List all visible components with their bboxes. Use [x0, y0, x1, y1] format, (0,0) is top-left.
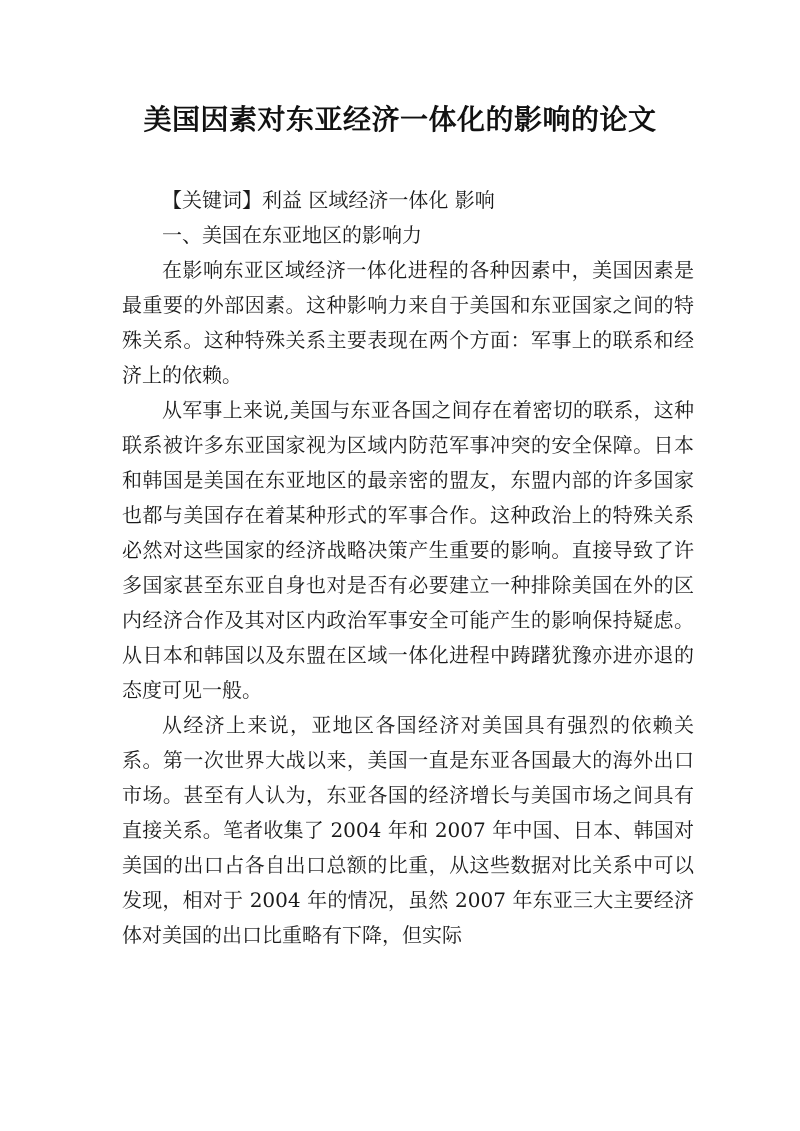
document-body — [122, 183, 694, 953]
document-title: 美国因素对东亚经济一体化的影响的论文 — [143, 103, 657, 136]
paragraph-2: 从军事上来说,美国与东亚各国之间存在着密切的联系，这种联系被许多东亚国家视为区域内防范军事冲突的安全保障。日本和韩国是美国在东亚地区的最亲密的盟友，东盟内部的许多国家也都与美国存在着某种形式的军事合作。这种政治上的特殊关系必然对这些国家的经济战略决策产生重要的影响。直接导致了许多国家甚至东亚自身也对是否有必要建立一种排除美国在外的区内经济合作及其对区内政治军事安全可能产生的影响保持疑虑。从日本和韩国以及东盟在区域一体化进程中踌躇犹豫亦进亦退的态度可见一般。 — [122, 398, 694, 702]
keywords-line: 【关键词】利益 区域经济一体化 影响 — [162, 188, 495, 212]
section-heading: 一、美国在东亚地区的影响力 — [162, 223, 422, 247]
paragraph-1: 在影响东亚区域经济一体化进程的各种因素中，美国因素是最重要的外部因素。这种影响力来自于美国和东亚国家之间的特殊关系。这种特殊关系主要表现在两个方面：军事上的联系和经济上的依赖。 — [122, 258, 694, 387]
paragraph-3: 从经济上来说，亚地区各国经济对美国具有强烈的依赖关系。第一次世界大战以来，美国一直是东亚各国最大的海外出口市场。甚至有人认为，东亚各国的经济增长与美国市场之间具有直接关系。笔者收集了 2004 年和 2007 年中国、日本、韩国对美国的出口占各自出口总额的比重，从这些数据对比关系中可以发现，相对于 2004 年的情况，虽然 2007 年东亚三大主要经济体对美国的出口比重略有下降，但实际 — [122, 713, 694, 947]
